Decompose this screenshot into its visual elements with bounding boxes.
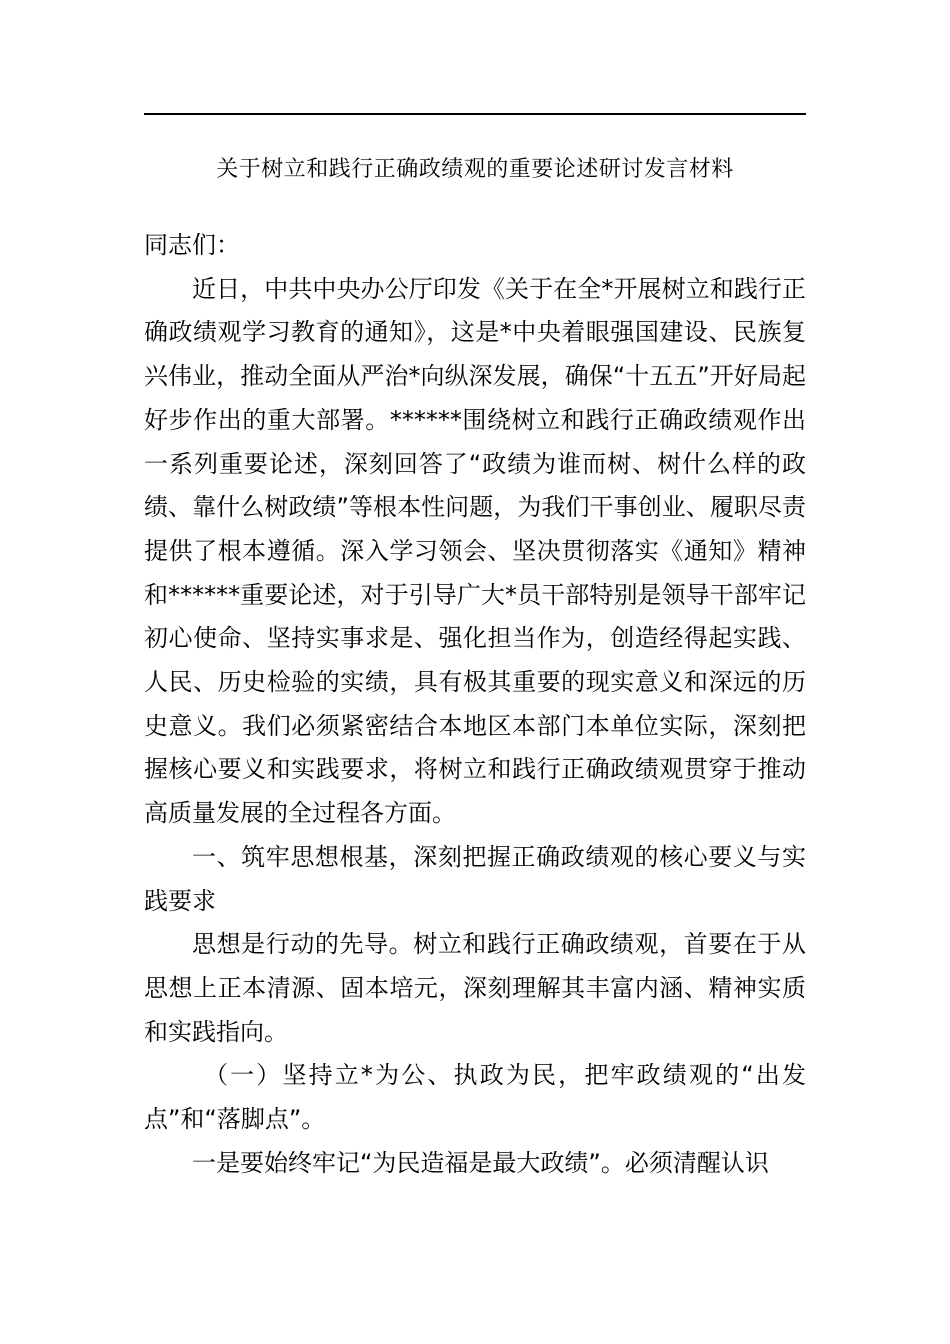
section-heading-1: 一、筑牢思想根基，深刻把握正确政绩观的核心要义与实践要求 bbox=[144, 842, 806, 915]
salutation: 同志们： bbox=[144, 231, 240, 259]
section-1-paragraph: 思想是行动的先导。树立和践行正确政绩观，首要在于从思想上正本清源、固本培元，深刻理解其丰富内涵、精神实质和实践指向。 bbox=[144, 930, 806, 1046]
header-rule bbox=[144, 113, 806, 115]
document-title: 关于树立和践行正确政绩观的重要论述研讨发言材料 bbox=[216, 157, 734, 182]
document-body bbox=[144, 224, 806, 1185]
subsection-1-paragraph: 一是要始终牢记“为民造福是最大政绩”。必须清醒认识 bbox=[192, 1148, 769, 1177]
intro-paragraph: 近日，中共中央办公厅印发《关于在全*开展树立和践行正确政绩观学习教育的通知》，这是*中央着眼强国建设、民族复兴伟业，推动全面从严治*向纵深发展，确保“十五五”开好局起好步作出的重大部署。******围绕树立和践行正确政绩观作出一系列重要论述，深刻回答了“政绩为谁而树、树什么样的政绩、靠什么树政绩”等根本性问题，为我们干事创业、履职尽责提供了根本遵循。深入学习领会、坚决贯彻落实《通知》精神和******重要论述，对于引导广大*员干部特别是领导干部牢记初心使命、坚持实事求是、强化担当作为，创造经得起实践、人民、历史检验的实绩，具有极其重要的现实意义和深远的历史意义。我们必须紧密结合本地区本部门本单位实际，深刻把握核心要义和实践要求，将树立和践行正确政绩观贯穿于推动高质量发展的全过程各方面。 bbox=[144, 274, 806, 828]
subsection-heading-1: （一）坚持立*为公、执政为民，把牢政绩观的“出发点”和“落脚点”。 bbox=[144, 1061, 806, 1134]
